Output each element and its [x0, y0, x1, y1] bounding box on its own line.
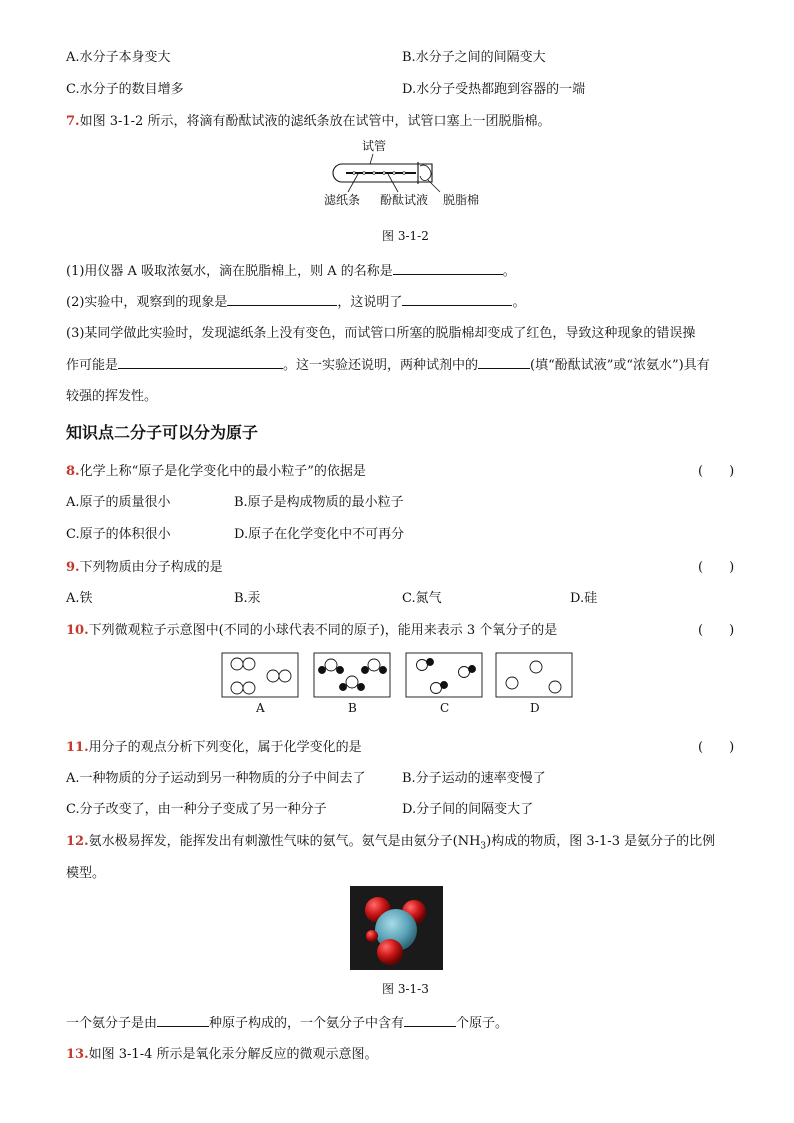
figure-3-1-2: [318, 136, 498, 211]
q12-stem-text-b: )构成的物质，图 3-1-3 是氨分子的比例: [486, 834, 716, 849]
cotton-plug: [420, 165, 431, 180]
q7-part2-blank-1[interactable]: [227, 293, 337, 306]
q12-answer-line: [66, 1012, 508, 1031]
q7-part2-end: 。: [512, 295, 526, 310]
box-label-a: A: [256, 701, 265, 715]
q11-stem-text: 用分子的观点分析下列变化，属于化学变化的是: [88, 740, 362, 755]
q12-answer-text-b: 种原子构成的，一个氨分子中含有: [209, 1016, 405, 1031]
figure-3-1-2-caption: 图 3-1-2: [382, 229, 429, 243]
box-label-c: C: [440, 701, 450, 715]
q7-stem-text: 如图 3-1-2 所示，将滴有酚酞试液的滤纸条放在试管中，试管口塞上一团脱脂棉。: [79, 114, 551, 129]
q8-answer-paren[interactable]: ( ): [698, 464, 735, 479]
q8-stem: [66, 460, 366, 479]
box-a: [222, 653, 298, 697]
q9-stem-text: 下列物质由分子构成的是: [79, 560, 223, 575]
q7-part2-text: (2)实验中，观察到的现象是: [66, 295, 228, 310]
q7-part3-line3: 较强的挥发性。: [66, 389, 158, 404]
q6-option-c: C.水分子的数目增多: [66, 82, 184, 97]
ammonia-model-image: [350, 886, 443, 970]
q9-option-d: D.硅: [570, 591, 598, 606]
box-d: [496, 653, 572, 697]
q7-stem: [66, 110, 550, 129]
q12-stem-line2: 模型。: [66, 866, 106, 881]
q10-number: 10.: [66, 623, 89, 638]
q8-option-c: C.原子的体积很小: [66, 527, 171, 542]
q11-number: 11.: [66, 740, 89, 755]
q12-stem-subscript: 3: [480, 841, 487, 852]
q13-number: 13.: [66, 1047, 89, 1062]
q7-part3-mid: 。这一实验还说明，两种试剂中的: [283, 358, 479, 373]
fig-label-tube: 试管: [362, 139, 387, 153]
q12-blank-1[interactable]: [157, 1014, 209, 1027]
hydrogen-atom: [366, 930, 378, 942]
fig-label-phenol: 酚酞试液: [380, 193, 429, 207]
q11-option-b: B.分子运动的速率变慢了: [402, 771, 546, 786]
q7-number: 7.: [66, 114, 80, 129]
q6-option-a: A.水分子本身变大: [66, 50, 171, 65]
q11-option-a: A.一种物质的分子运动到另一种物质的分子中间去了: [66, 771, 366, 786]
figure-3-1-3-caption: 图 3-1-3: [382, 982, 429, 996]
box-label-b: B: [348, 701, 357, 715]
box-b: [314, 653, 390, 697]
q9-option-a: A.铁: [66, 591, 93, 606]
q9-stem: [66, 556, 223, 575]
q6-option-d: D.水分子受热都跑到容器的一端: [402, 82, 586, 97]
q12-answer-text-a: 一个氨分子是由: [66, 1016, 158, 1031]
q12-blank-2[interactable]: [404, 1014, 456, 1027]
box-label-d: D: [530, 701, 540, 715]
q12-number: 12.: [66, 834, 89, 849]
q12-answer-text-c: 个原子。: [456, 1016, 509, 1031]
q9-option-b: B.汞: [234, 591, 261, 606]
q8-option-a: A.原子的质量很小: [66, 495, 171, 510]
q9-option-c: C.氮气: [402, 591, 442, 606]
hydrogen-atom: [377, 939, 403, 965]
q7-part3-line1: (3)某同学做此实验时，发现滤纸条上没有变色，而试管口所塞的脱脂棉却变成了红色，导致这种现象的错误操: [66, 326, 696, 341]
section-title: 知识点二分子可以分为原子: [66, 423, 259, 442]
q11-option-c: C.分子改变了，由一种分子变成了另一种分子: [66, 802, 327, 817]
q7-part3-text: 作可能是: [66, 358, 119, 373]
q7-part1-text: (1)用仪器 A 吸取浓氨水，滴在脱脂棉上，则 A 的名称是: [66, 264, 393, 279]
q13-stem-text: 如图 3-1-4 所示是氧化汞分解反应的微观示意图。: [88, 1047, 378, 1062]
fig-label-cotton: 脱脂棉: [443, 193, 480, 207]
fig-label-paper: 滤纸条: [324, 193, 361, 207]
q7-part2-blank-2[interactable]: [402, 293, 512, 306]
q11-option-d: D.分子间的间隔变大了: [402, 802, 534, 817]
q10-stem: [66, 619, 557, 638]
box-c: [406, 653, 482, 697]
q10-particle-diagrams: [218, 650, 578, 720]
q8-number: 8.: [66, 464, 80, 479]
q10-answer-paren[interactable]: ( ): [698, 623, 735, 638]
q7-part3-blank-2[interactable]: [478, 356, 530, 369]
q9-answer-paren[interactable]: ( ): [698, 560, 735, 575]
q13-stem: [66, 1043, 378, 1062]
q12-stem-text-a: 氨水极易挥发，能挥发出有刺激性气味的氨气。氨气是由氨分子(NH: [88, 834, 481, 849]
q7-part1: [66, 260, 516, 279]
q7-part3-blank-1[interactable]: [118, 356, 283, 369]
q12-stem-line1: [66, 830, 715, 852]
q7-part2-mid: ，这说明了: [337, 295, 403, 310]
q7-part3-line2: [66, 354, 710, 373]
q8-option-d: D.原子在化学变化中不可再分: [234, 527, 405, 542]
q7-part2: [66, 291, 525, 310]
q6-option-b: B.水分子之间的间隔变大: [402, 50, 546, 65]
q7-part3-hint: (填“酚酞试液”或“浓氨水”)具有: [530, 358, 710, 373]
q7-part1-end: 。: [502, 264, 516, 279]
q7-part1-blank[interactable]: [393, 262, 503, 275]
q8-option-b: B.原子是构成物质的最小粒子: [234, 495, 404, 510]
q11-stem: [66, 736, 362, 755]
q9-number: 9.: [66, 560, 80, 575]
q8-stem-text: 化学上称“原子是化学变化中的最小粒子”的依据是: [79, 464, 366, 479]
q11-answer-paren[interactable]: ( ): [698, 740, 735, 755]
q10-stem-text: 下列微观粒子示意图中(不同的小球代表不同的原子)，能用来表示 3 个氧分子的是: [88, 623, 558, 638]
